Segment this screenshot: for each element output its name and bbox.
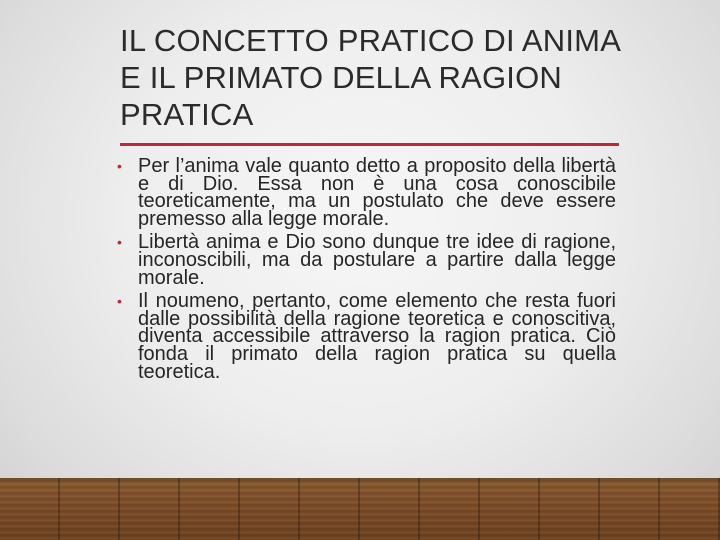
- bullet-marker-icon: •: [117, 293, 122, 310]
- wooden-floor: [0, 478, 720, 540]
- bullet-text: Libertà anima e Dio sono dunque tre idee di ragione, inconoscibili, ma da postulare a partire dalla legge morale.: [138, 231, 616, 289]
- bullet-item: [116, 290, 616, 383]
- bullet-text: Il noumeno, pertanto, come elemento che resta fuori dalle possibilità della ragione teoretica e conoscitiva, diventa accessibile attraverso la ragion pratica. Ciò fonda il primato della ragion pratica su quella teoretica.: [138, 290, 616, 383]
- bullet-list: [116, 155, 616, 387]
- bullet-text: Per l’anima vale quanto detto a proposito della libertà e di Dio. Essa non è una cosa conoscibile teoreticamente, ma un postulato che deve essere premesso alla legge morale.: [138, 155, 616, 230]
- bullet-item: [116, 155, 616, 230]
- slide-title: IL CONCETTO PRATICO DI ANIMA E IL PRIMATO DELLA RAGION PRATICA: [120, 23, 620, 132]
- title-underline: [120, 143, 619, 146]
- bullet-marker-icon: •: [117, 158, 122, 174]
- bullet-marker-icon: •: [117, 234, 122, 251]
- bullet-item: [116, 231, 616, 289]
